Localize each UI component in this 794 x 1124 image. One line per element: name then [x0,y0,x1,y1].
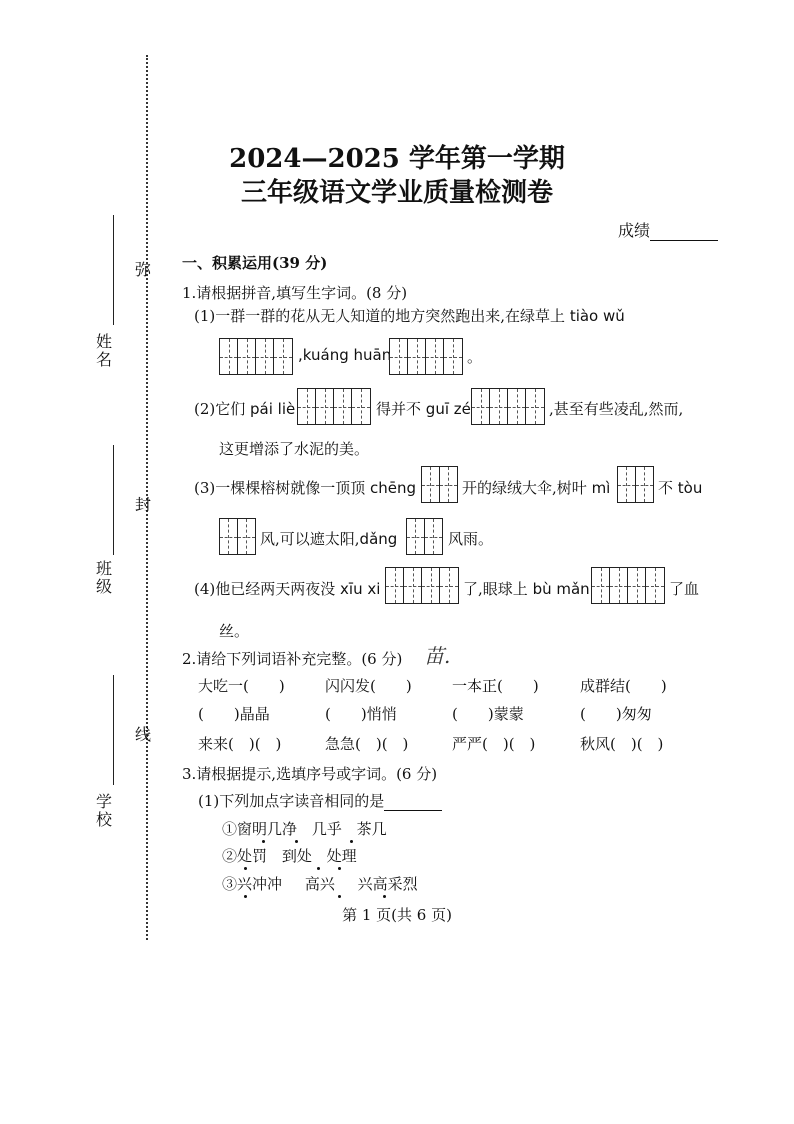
emphasis-dot [383,895,386,898]
q1-item3-pinyin-c: 不 tòu [658,479,703,497]
emphasis-dot [338,895,341,898]
q2-row3-item2[interactable]: 急急( )( ) [325,735,409,753]
q2-row1-item1[interactable]: 大吃一( ) [198,677,285,695]
q2-row2-item4[interactable]: ( )匆匆 [580,705,652,723]
exam-title-line2: 三年级语文学业质量检测卷 [240,178,553,208]
name-underline [113,215,114,325]
q1-item4-grid-b[interactable] [591,567,665,604]
score-blank[interactable] [650,221,718,241]
q1-item4-pre: (4)他已经两天两夜没 xīu xi [194,580,381,598]
q3-prompt: 3.请根据提示,选填序号或字词。(6 分) [182,765,438,783]
q1-item1-end: 。 [467,348,483,366]
class-label: 班级 [96,559,113,596]
q1-item3-grid-d[interactable] [406,518,443,555]
name-label: 姓名 [96,332,113,369]
emphasis-dot [262,840,265,843]
page-number: 第 1 页(共 6 页) [342,906,452,924]
score-field[interactable] [618,218,718,241]
q1-prompt: 1.请根据拼音,填写生字词。(8 分) [182,284,408,302]
q1-item3-pre: (3)一棵棵榕树就像一顶顶 chēng [194,479,417,497]
q1-item4-end: 了血 [669,580,700,598]
school-underline [113,675,114,785]
emphasis-dot [317,867,320,870]
q3-option1: ①窗明几净 几乎 茶几 [222,820,387,838]
q1-item1-text: (1)一群一群的花从无人知道的地方突然跑出来,在绿草上 tiào wǔ [194,307,625,325]
school-label: 学校 [96,792,113,829]
emphasis-dot [350,840,353,843]
q1-item3-grid-a[interactable] [421,466,458,503]
q1-item3-grid-c[interactable] [219,518,256,555]
exam-title-line1: 2024—2025 学年第一学期 [229,144,565,174]
section1-heading: 一、积累运用(39 分) [182,254,328,272]
q2-row3-item4[interactable]: 秋风( )( ) [580,735,664,753]
q2-row1-item3[interactable]: 一本正( ) [452,677,539,695]
emphasis-dot [244,867,247,870]
q1-item2-end: ,甚至有些凌乱,然而, [549,400,684,418]
q1-item4-mid: 了,眼球上 bù mǎn [463,580,590,598]
score-label: 成绩 [618,221,651,240]
q3-sub1: (1)下列加点字读音相同的是 [198,790,442,811]
q2-row2-item2[interactable]: ( )悄悄 [325,705,397,723]
q2-prompt: 2.请给下列词语补充完整。(6 分) [182,650,403,668]
q1-item3-line2: 风,可以遮太阳,dǎng [260,530,398,548]
handwritten-mark: 苗. [424,644,451,668]
q1-item1-pinyin-b: ,kuáng huān [298,346,392,364]
seal-char-feng: 封 [135,495,152,514]
q1-item4-line2: 丝。 [219,622,250,640]
q2-row1-item2[interactable]: 闪闪发( ) [325,677,412,695]
seal-char-xian: 线 [135,725,152,744]
q2-row1-item4[interactable]: 成群结( ) [580,677,667,695]
q1-item2-pre: (2)它们 pái liè [194,400,296,418]
q1-item2-grid-b[interactable] [471,388,545,425]
q2-row3-item1[interactable]: 来来( )( ) [198,735,282,753]
class-underline [113,445,114,555]
q3-sub1-blank[interactable] [384,792,442,811]
q2-row2-item1[interactable]: ( )晶晶 [198,705,270,723]
q1-item3-line2-end: 风雨。 [448,530,494,548]
q1-item3-mid: 开的绿绒大伞,树叶 mì [462,479,611,497]
q1-item3-grid-b[interactable] [617,466,654,503]
emphasis-dot [338,867,341,870]
q1-item2-mid: 得并不 guī zé [376,400,471,418]
q3-option2: ②处罚 到处 处理 [222,847,357,865]
q1-item2-grid-a[interactable] [297,388,371,425]
q2-row2-item3[interactable]: ( )蒙蒙 [452,705,524,723]
q1-item1-grid-b[interactable] [389,338,463,375]
q1-item2-line2: 这更增添了水泥的美。 [219,440,370,458]
q3-option3: ③兴冲冲 高兴 兴高采烈 [222,875,418,893]
emphasis-dot [244,895,247,898]
q2-row3-item3[interactable]: 严严( )( ) [452,735,536,753]
q1-item4-grid-a[interactable] [385,567,459,604]
q1-item1-grid-a[interactable] [219,338,293,375]
seal-char-mi: 弥 [135,260,152,279]
emphasis-dot [295,840,298,843]
